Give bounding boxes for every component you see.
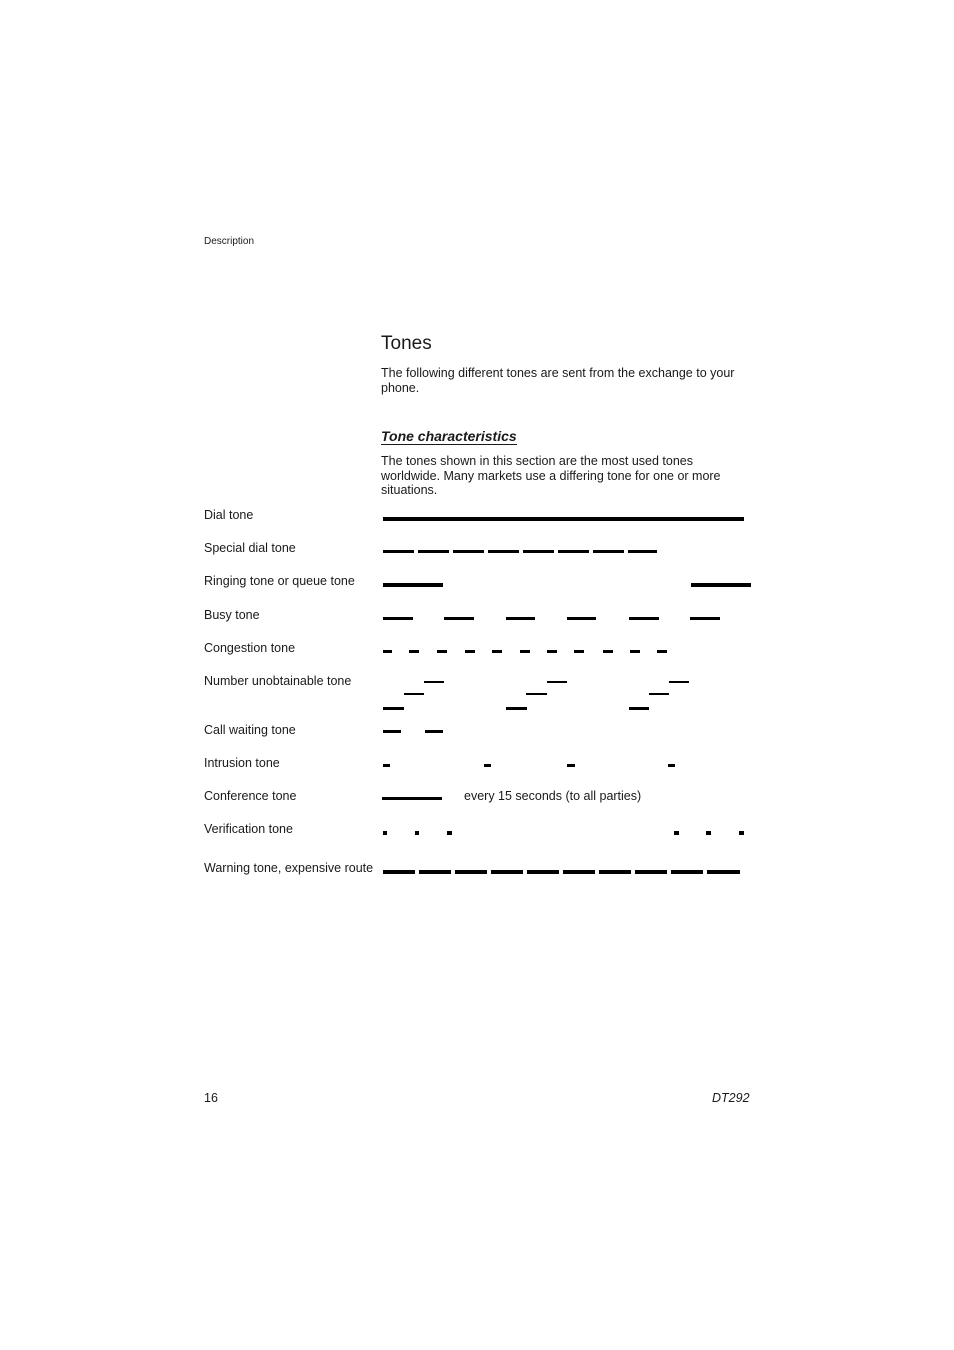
body-paragraph: The tones shown in this section are the most used tones worldwide. Many markets use a differing tone for one or more situations. [381,454,721,497]
tone-label-conference: Conference tone [204,789,297,803]
section-header: Description [204,236,255,247]
tone-label-special-dial: Special dial tone [204,541,296,555]
intro-paragraph: The following different tones are sent from the exchange to your phone. [381,366,735,395]
tone-label-call-waiting: Call waiting tone [204,723,296,737]
subheading: Tone characteristics [381,428,517,444]
tone-label-number-unobtainable: Number unobtainable tone [204,674,352,688]
tone-label-verification: Verification tone [204,822,293,836]
tone-label-warning: Warning tone, expensive route [204,861,374,875]
tone-label-busy: Busy tone [204,608,260,622]
tone-label-dial: Dial tone [204,508,254,522]
tone-label-ringing: Ringing tone or queue tone [204,574,355,588]
tone-label-intrusion: Intrusion tone [204,756,280,770]
product-name: DT292 [712,1091,750,1105]
page-title: Tones [381,333,432,354]
tone-label-congestion: Congestion tone [204,641,296,655]
page-number: 16 [204,1091,218,1105]
conference-tone-note: every 15 seconds (to all parties) [464,789,642,803]
